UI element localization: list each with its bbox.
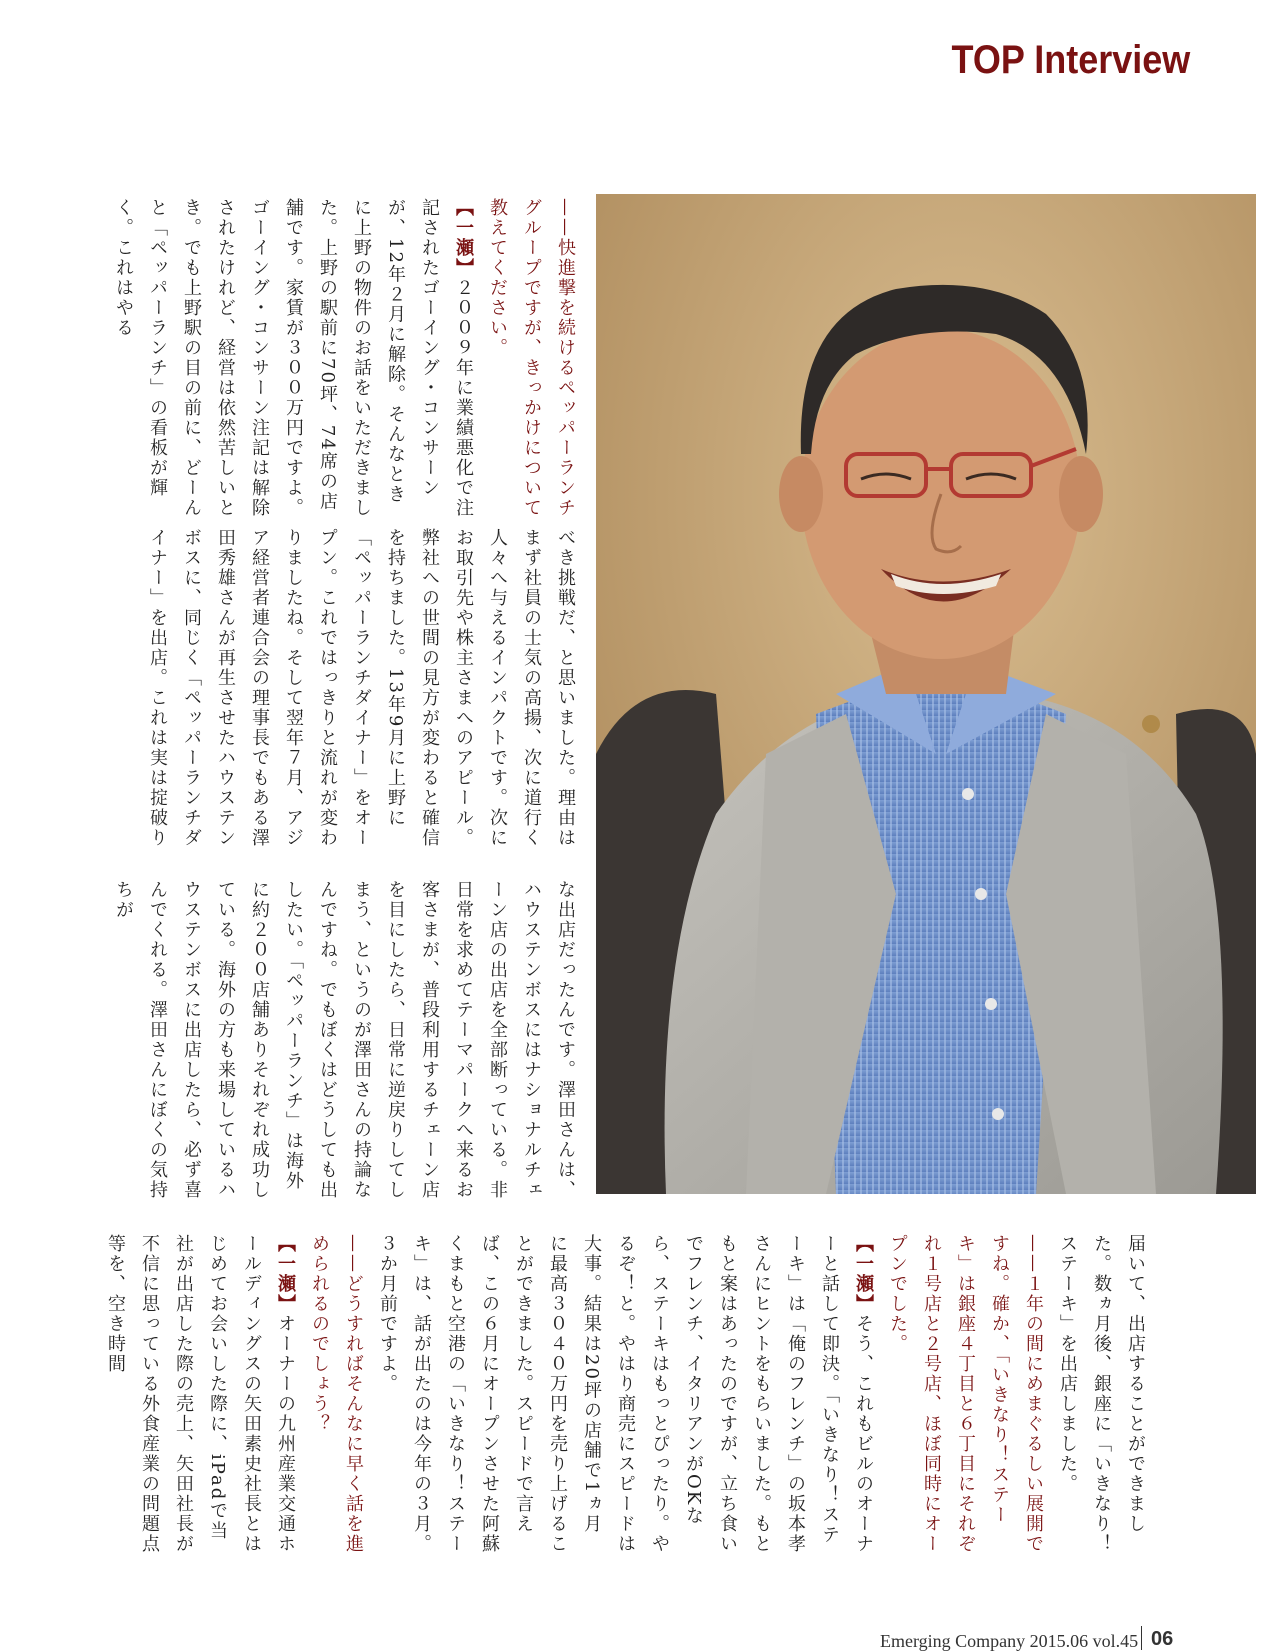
interview-question: ——１年の間にめまぐるしい展開ですね。確か、「いきなり！ステーキ」は銀座４丁目と６丁目にそれぞれ１号店と２号店、ほぼ同時にオープンでした。 (887, 1234, 1044, 1554)
interview-answer: べき挑戦だ、と思いました。理由はまず社員の士気の高揚、次に道行く人々へ与えるインパクトです。次にお取引先や株主さまへのアピール。弊社への世間の見方が変わると確信を持ちました。13年9月に上野に「ペッパーランチダイナー」をオープン。これではっきりと流れが変わりましたね。そして翌年７月、アジア経営者連合会の理事長でもある澤田秀雄さんが再生させたハウステンボスに、同じく「ペッパーランチダイナー」を出店。これは実は掟破り (147, 528, 576, 848)
speaker-label: 【一瀬】 (453, 198, 474, 278)
article-column-2 (112, 528, 582, 848)
publication-footer: Emerging Company 2015.06 vol.45 (880, 1631, 1139, 1651)
article-column-4 (105, 1234, 1152, 1554)
interview-question: ——どうすればそんなに早く話を進められるのでしょう？ (309, 1234, 364, 1554)
page-title: TOP Interview (951, 38, 1190, 82)
article-column-1 (112, 198, 582, 518)
interview-answer: そう、これもビルのオーナーと話して即決。「いきなり！ステーキ」は「俺のフレンチ」の坂本孝さんにヒントをもらいました。もともと案はあったのですが、立ち食いでフレンチ、イタリアンがOKなら、ステーキはもっとぴったり。やるぞ！と。やはり商売にスピードは大事。結果は20坪の店舗で1ヵ月に最高３０４０万円を売り上げることができました。スピードで言えば、この６月にオープンさせた阿蘇くまもと空港の「いきなり！ステーキ」は、話が出たのは今年の３月。３か月前ですよ。 (377, 1234, 874, 1554)
interview-answer: ２００９年に業績悪化で注記されたゴーイング・コンサーンが、12年２月に解除。そんなときに上野の物件のお話をいただきました。上野の駅前に70坪、74席の店舗です。家賃が３００万円ですよ。ゴーイング・コンサーン注記は解除されたけれど、経営は依然苦しいとき。でも上野駅の目の前に、どーんと「ペッパーランチ」の看板が輝く。これはやる (113, 198, 474, 518)
interview-answer: な出店だったんです。澤田さんは、ハウステンボスにはナショナルチェーン店の出店を全部断っている。非日常を求めてテーマパークへ来るお客さまが、普段利用するチェーン店を目にしたら、日常に逆戻りしてしまう、というのが澤田さんの持論なんですね。でもぼくはどうしても出したい。「ペッパーランチ」は海外に約２００店舗ありそれぞれ成功している。海外の方も来場しているハウステンボスに出店したら、必ず喜んでくれる。澤田さんにぼくの気持ちが (113, 880, 576, 1200)
page-number: 06 (1151, 1628, 1174, 1650)
interviewee-photo (596, 194, 1256, 1194)
interview-answer: オーナーの九州産業交通ホールディングスの矢田素史社長とはじめてお会いした際に、iPadで当社が出店した際の売上、矢田社長が不信に思っている外食産業の問題点等を、空き時間 (105, 1234, 296, 1554)
article-column-3 (112, 880, 582, 1200)
speaker-label: 【一瀬】 (853, 1234, 874, 1314)
interview-answer: 届いて、出店することができました。数ヵ月後、銀座に「いきなり！ステーキ」を出店しました。 (1057, 1234, 1146, 1554)
footer-divider (1141, 1626, 1142, 1650)
speaker-label: 【一瀬】 (275, 1234, 296, 1314)
interview-question: ——快進撃を続けるペッパーランチグループですが、きっかけについて教えてください。 (487, 198, 576, 518)
